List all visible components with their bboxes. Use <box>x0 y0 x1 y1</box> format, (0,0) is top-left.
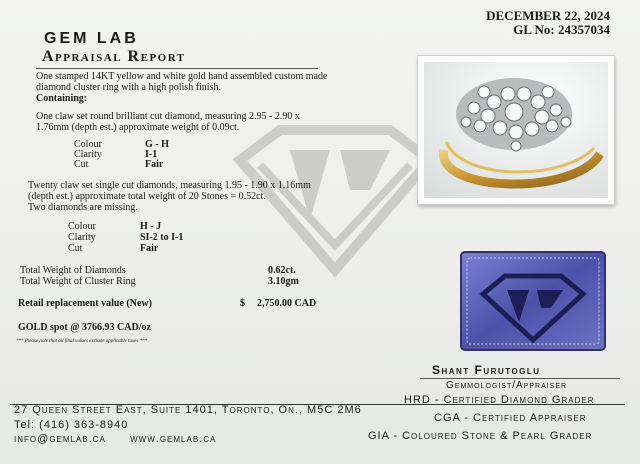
tax-note: *** Please note that all final values exclude applicable taxes *** <box>16 339 148 344</box>
footer-email-website: info@gemlab.ca www.gemlab.ca <box>14 433 217 445</box>
stone-group-1-line-2: 1.76mm (depth est.) approximate weight of 0.09ct. <box>36 122 240 133</box>
certification-seal-hologram <box>459 250 607 352</box>
spec-label: Cut <box>68 243 83 254</box>
description-line-2: diamond cluster ring with a high polish finish. <box>36 82 221 93</box>
containing-label: Containing: <box>36 93 88 104</box>
ring-photo <box>418 56 614 204</box>
credential-hrd: HRD - Certified Diamond Grader <box>404 394 595 406</box>
spec-value: SI-2 to I-1 <box>140 232 184 243</box>
credential-cga: CGA - Certified Appraiser <box>434 412 587 424</box>
spec-value: I-1 <box>145 149 158 160</box>
lab-name: GEM LAB <box>44 30 139 47</box>
stone-group-2-line-3: Two diamonds are missing. <box>28 202 138 213</box>
total-diamonds-label: Total Weight of Diamonds <box>20 265 126 276</box>
spec-label: Colour <box>74 139 102 150</box>
stone-group-1-line-1: One claw set round brilliant cut diamond, measuring 2.95 - 2.90 x <box>36 111 300 122</box>
spec-value: Fair <box>145 159 164 170</box>
diamond-cluster-ring-image <box>424 62 608 198</box>
spec-value: Fair <box>140 243 159 254</box>
total-ring-label: Total Weight of Cluster Ring <box>20 276 136 287</box>
currency-symbol: $ <box>240 298 245 309</box>
spec-label: Clarity <box>68 232 96 243</box>
replacement-value-label: Retail replacement value (New) <box>18 298 152 309</box>
title-underline <box>36 68 318 69</box>
spec-value: H - J <box>140 221 162 232</box>
credential-gia: GIA - Coloured Stone & Pearl Grader <box>368 430 593 442</box>
gold-spot-price: GOLD spot @ 3766.93 CAD/oz <box>18 322 151 333</box>
report-date: DECEMBER 22, 2024 <box>486 8 610 23</box>
stone-group-2-line-2: (depth est.) approximate total weight of 20 Stones = 0.52ct. <box>28 191 266 202</box>
total-diamonds-value: 0.62ct. <box>268 265 296 276</box>
stone-group-2-line-1: Twenty claw set single cut diamonds, measuring 1.95 - 1.90 x 1.16mm <box>28 180 311 191</box>
report-title: Appraisal Report <box>42 48 186 65</box>
spec-label: Colour <box>68 221 96 232</box>
total-ring-value: 3.10gm <box>268 276 299 287</box>
appraiser-name: Shant Furutoglu <box>432 363 541 377</box>
footer-telephone: Tel: (416) 363-8940 <box>14 419 129 431</box>
spec-value: G - H <box>145 139 169 150</box>
spec-label: Cut <box>74 159 89 170</box>
appraiser-title: Gemmologist/Appraiser <box>446 380 568 391</box>
spec-label: Clarity <box>74 149 102 160</box>
description-line-1: One stamped 14KT yellow and white gold hand assembled custom made <box>36 71 328 82</box>
signature-line <box>420 378 620 379</box>
gl-number: GL No: 24357034 <box>513 22 610 37</box>
replacement-value-amount: 2,750.00 CAD <box>257 298 317 309</box>
footer-address: 27 Queen Street East, Suite 1401, Toronto, On., M5C 2M6 <box>14 404 362 416</box>
